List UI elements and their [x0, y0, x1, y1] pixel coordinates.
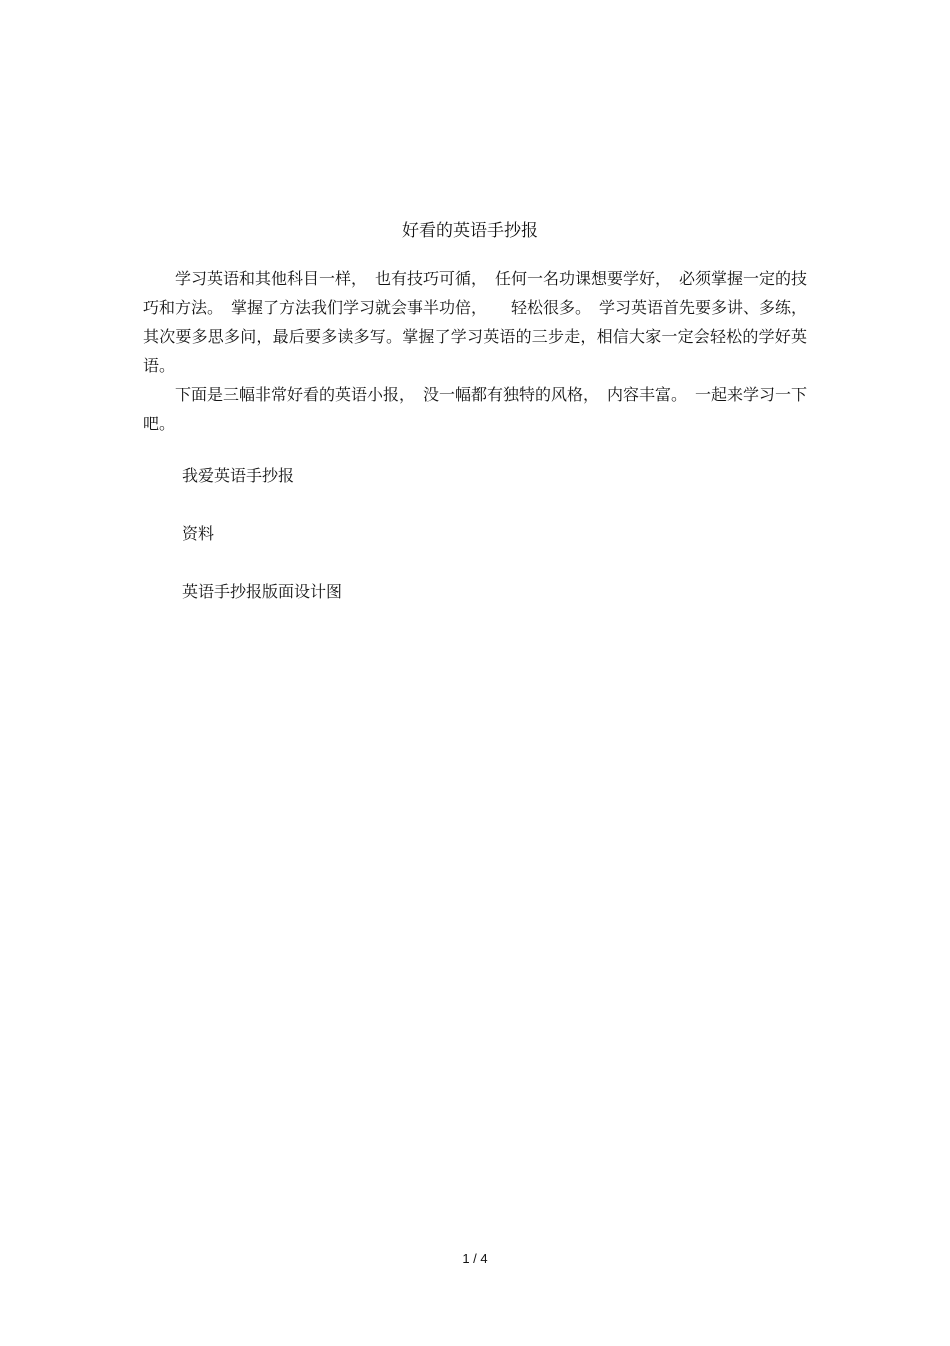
document-body: [143, 264, 807, 438]
section-heading-layout-design: 英语手抄报版面设计图: [182, 582, 343, 601]
document-title: 好看的英语手抄报: [402, 221, 538, 241]
section-heading-i-love-english: 我爱英语手抄报: [182, 466, 295, 485]
intro-paragraph: 学习英语和其他科目一样， 也有技巧可循， 任何一名功课想要学好， 必须掌握一定的技巧和方法。 掌握了方法我们学习就会事半功倍， 轻松很多。 学习英语首先要多讲、多练，其次要多思多问，最后要多读多写。掌握了学习英语的三步走，相信大家一定会轻松的学好英语。: [143, 269, 808, 375]
page-number: 1 / 4: [462, 1251, 488, 1266]
description-paragraph: 下面是三幅非常好看的英语小报， 没一幅都有独特的风格， 内容丰富。 一起来学习一下吧。: [143, 385, 808, 433]
section-heading-materials: 资料: [182, 524, 215, 543]
